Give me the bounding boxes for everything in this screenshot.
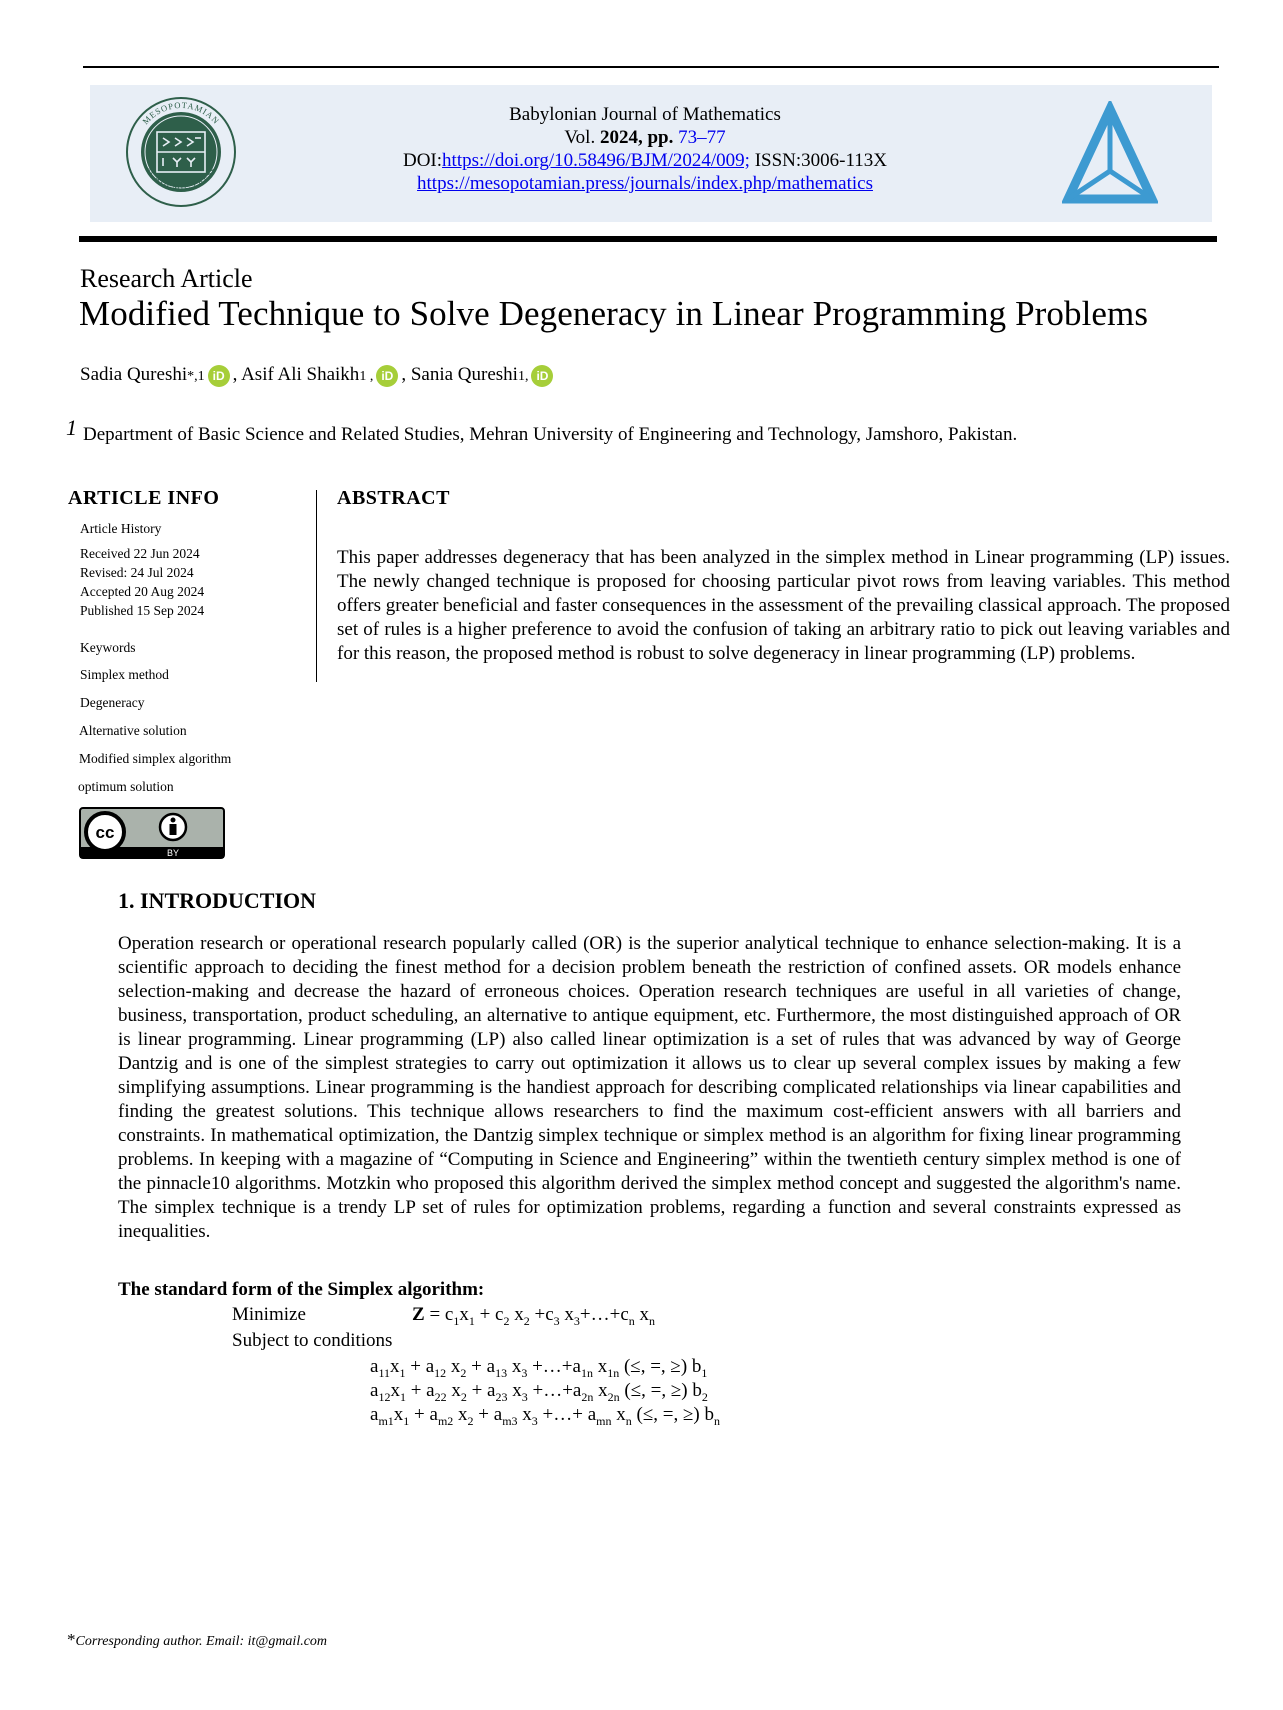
- article-type: Research Article: [80, 264, 253, 293]
- standard-form-heading: The standard form of the Simplex algorithm:: [118, 1279, 485, 1300]
- objective-var: Z: [412, 1304, 425, 1325]
- accepted-date: Accepted 20 Aug 2024: [80, 584, 205, 599]
- seal-text-bottom: ACADEMIC PRESS: [143, 164, 219, 192]
- footnote-star: *: [67, 1630, 76, 1649]
- introduction-heading: 1. INTRODUCTION: [118, 888, 317, 913]
- published-date: Published 15 Sep 2024: [80, 603, 205, 618]
- doi-link[interactable]: https://doi.org/10.58496/BJM/2024/009;: [442, 150, 750, 171]
- vol-year: 2024,: [599, 127, 643, 148]
- constraint-row-2: $a_{12}x_1 + a_{22}$ $x_2 + a_{23}$ $x_3$ $+\dots+a_{2n}$ $x_{2n}$ (≤, =, ≥) $b_2$: [370, 1380, 708, 1404]
- vol-prefix: Vol.: [564, 127, 596, 148]
- revised-date: Revised: 24 Jul 2024: [80, 565, 194, 580]
- article-title: Modified Technique to Solve Degeneracy in Linear Programming Problems: [79, 294, 1149, 333]
- subject-to-label: Subject to conditions: [232, 1330, 393, 1351]
- author-list: [80, 364, 556, 387]
- objective-function: $Z = c_1x_1 + c_2$ $x_2 +c_3$ $x_3+\dots+c_n$ $x_n$: [412, 1304, 656, 1328]
- doi-label: DOI:: [402, 150, 443, 171]
- keyword-item: Simplex method: [80, 667, 169, 682]
- journal-pyramid-logo-icon: [1062, 101, 1158, 211]
- journal-url-link[interactable]: https://mesopotamian.press/journals/index.php/mathematics: [417, 173, 873, 194]
- column-divider: [316, 490, 317, 682]
- orcid-icon[interactable]: iD: [376, 365, 398, 387]
- author-sup: 1 ,: [359, 369, 374, 384]
- minimize-label: Minimize: [232, 1304, 306, 1325]
- orcid-icon[interactable]: iD: [208, 365, 230, 387]
- orcid-icon[interactable]: iD: [531, 365, 553, 387]
- by-label: BY: [166, 848, 180, 858]
- keyword-item: Alternative solution: [79, 723, 187, 738]
- author-name: , Sania Qureshi: [401, 364, 518, 385]
- affiliation: [66, 415, 1017, 446]
- article-info-heading: ARTICLE INFO: [68, 487, 220, 509]
- constraint-row-1: $a_{11}x_1 + a_{12}$ $x_2 + a_{13}$ $x_3$ $+\dots+a_{1n}$ $x_{1n}$ (≤, =, ≥) $b_1$: [370, 1356, 708, 1380]
- mesopotamian-press-seal-icon: [125, 96, 237, 208]
- affiliation-mark: 1: [66, 415, 77, 440]
- issn: ISSN:3006-113X: [754, 150, 888, 171]
- author-sup: 1,: [517, 369, 529, 384]
- cc-by-license-icon[interactable]: [79, 807, 225, 859]
- page-range: 73–77: [678, 127, 726, 148]
- history-label: Article History: [80, 521, 162, 536]
- keyword-item: optimum solution: [78, 779, 174, 794]
- author-name: Sadia Qureshi: [80, 364, 188, 385]
- keyword-item: Degeneracy: [80, 695, 145, 710]
- doi-line: [330, 149, 960, 172]
- introduction-body: Operation research or operational research popularly called (OR) is the superior analytical technique to enhance selection-making. It is a scientific approach to deciding the finest method for a decision problem beneath the restriction of confined assets. OR models enhance selection-making and decrease the hazard of erroneous choices. Operation research techniques are useful in all varieties of change, business, transportation, product scheduling, an alternative to antique equipment, etc. Furthermore, the most distinguished approach of OR is linear programming. Linear programming (LP) also called linear optimization is a set of rules that was advanced by way of George Dantzig and is one of the simplest strategies to carry out optimization it allows us to clear up several complex issues by making a few simplifying assumptions. Linear programming is the handiest approach for describing complicated relationships via linear capabilities and finding the greatest solutions. This technique allows researchers to find the maximum cost-efficient answers with all barriers and constraints. In mathematical optimization, the Dantzig simplex technique or simplex method is an algorithm for fixing linear programming problems. In keeping with a magazine of “Computing in Science and Engineering” within the twentieth century simplex method is one of the pinnacle10 algorithms. Motzkin who proposed this algorithm derived the simplex method concept and suggested the algorithm's name. The simplex technique is a trendy LP set of rules for optimization problems, regarding a function and several constraints expressed as inequalities.: [118, 933, 1181, 1242]
- abstract-heading: ABSTRACT: [337, 487, 450, 509]
- journal-info: [330, 103, 960, 195]
- affiliation-text: Department of Basic Science and Related Studies, Mehran University of Engineering and Technology, Jamshoro, Pakistan.: [83, 424, 1018, 445]
- keywords-label: Keywords: [80, 640, 136, 655]
- seal-text-top: MESOPOTAMIAN: [140, 99, 222, 127]
- constraint-row-m: $a_{m1}x_1 + a_{m2}$ $x_2 + a_{m3}$ $x_3$ +…+ $a_{mn}$ $x_n$ (≤, =, ≥) $b_n$: [370, 1404, 720, 1428]
- corresponding-author-footnote: [67, 1630, 327, 1650]
- cc-label: cc: [95, 823, 115, 842]
- volume-line: [330, 126, 960, 149]
- author-sup: *,1: [187, 369, 205, 384]
- header-bottom-rule: [79, 236, 1217, 242]
- pp-label: pp.: [647, 127, 674, 148]
- keyword-item: Modified simplex algorithm: [79, 751, 232, 766]
- author-name: , Asif Ali Shaikh: [232, 364, 360, 385]
- journal-name: Babylonian Journal of Mathematics: [509, 104, 781, 125]
- header-top-rule: [83, 66, 1219, 68]
- received-date: Received 22 Jun 2024: [80, 546, 200, 561]
- abstract-body: This paper addresses degeneracy that has been analyzed in the simplex method in Linear programming (LP) issues. The newly changed technique is proposed for choosing particular pivot rows from leaving variables. This method offers greater beneficial and faster consequences in the assessment of the prevailing classical approach. The proposed set of rules is a higher preference to avoid the confusion of taking an arbitrary ratio to pick out leaving variables and for this reason, the proposed method is robust to solve degeneracy in linear programming (LP) problems.: [337, 547, 1230, 664]
- footnote-text: Corresponding author. Email: it@gmail.com: [75, 1634, 328, 1649]
